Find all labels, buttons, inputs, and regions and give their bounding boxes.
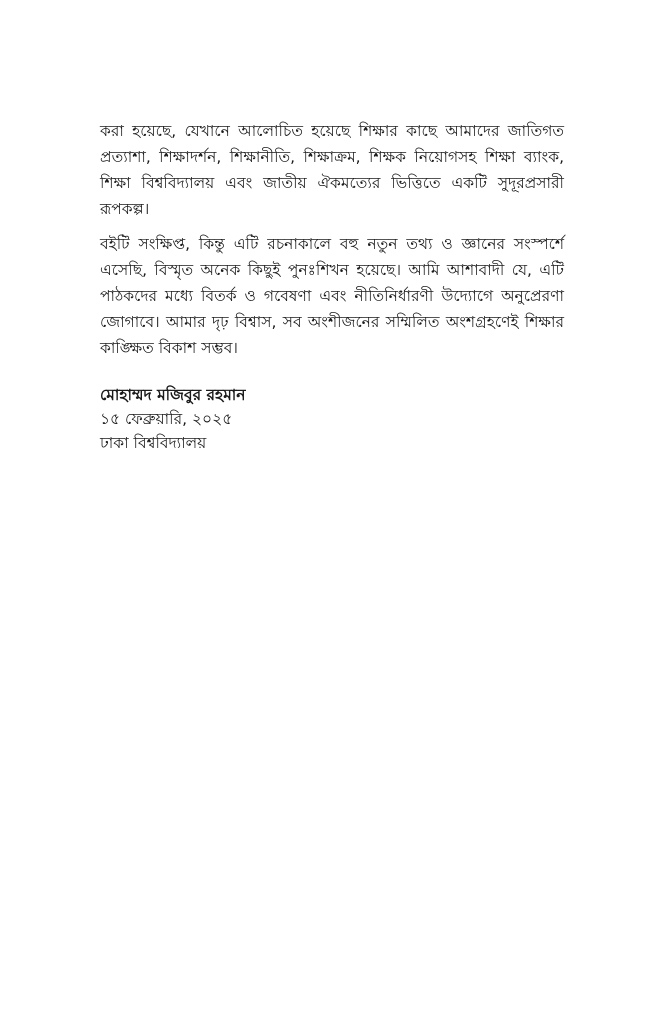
signature-block — [100, 383, 564, 455]
page-body — [100, 118, 564, 455]
author-name: মোহাম্মদ মজিবুর রহমান — [100, 386, 246, 404]
paragraph-1: করা হয়েছে, যেখানে আলোচিত হয়েছে শিক্ষার কাছে আমাদের জাতিগত প্রত্যাশা, শিক্ষাদর্শন, শিক্ষানীতি, শিক্ষাক্রম, শিক্ষক নিয়োগসহ শিক্ষা ব্যাংক, শিক্ষা বিশ্ববিদ্যালয় এবং জাতীয় ঐকমত্যের ভিত্তিতে একটি সুদূরপ্রসারী রূপকল্প। — [100, 122, 564, 218]
paragraph-2: বইটি সংক্ষিপ্ত, কিন্তু এটি রচনাকালে বহু নতুন তথ্য ও জ্ঞানের সংস্পর্শে এসেছি, বিস্মৃত অনেক কিছুই পুনঃশিখন হয়েছে। আমি আশাবাদী যে, এটি পাঠকদের মধ্যে বিতর্ক ও গবেষণা এবং নীতিনির্ধারণী উদ্যোগে অনুপ্রেরণা জোগাবে। আমার দৃঢ় বিশ্বাস, সব অংশীজনের সম্মিলিত অংশগ্রহণেই শিক্ষার কাঙ্ক্ষিত বিকাশ সম্ভব। — [100, 235, 564, 357]
signature-date: ১৫ ফেব্রুয়ারি, ২০২৫ — [100, 410, 233, 428]
author-affiliation: ঢাকা বিশ্ববিদ্যালয় — [100, 434, 207, 452]
